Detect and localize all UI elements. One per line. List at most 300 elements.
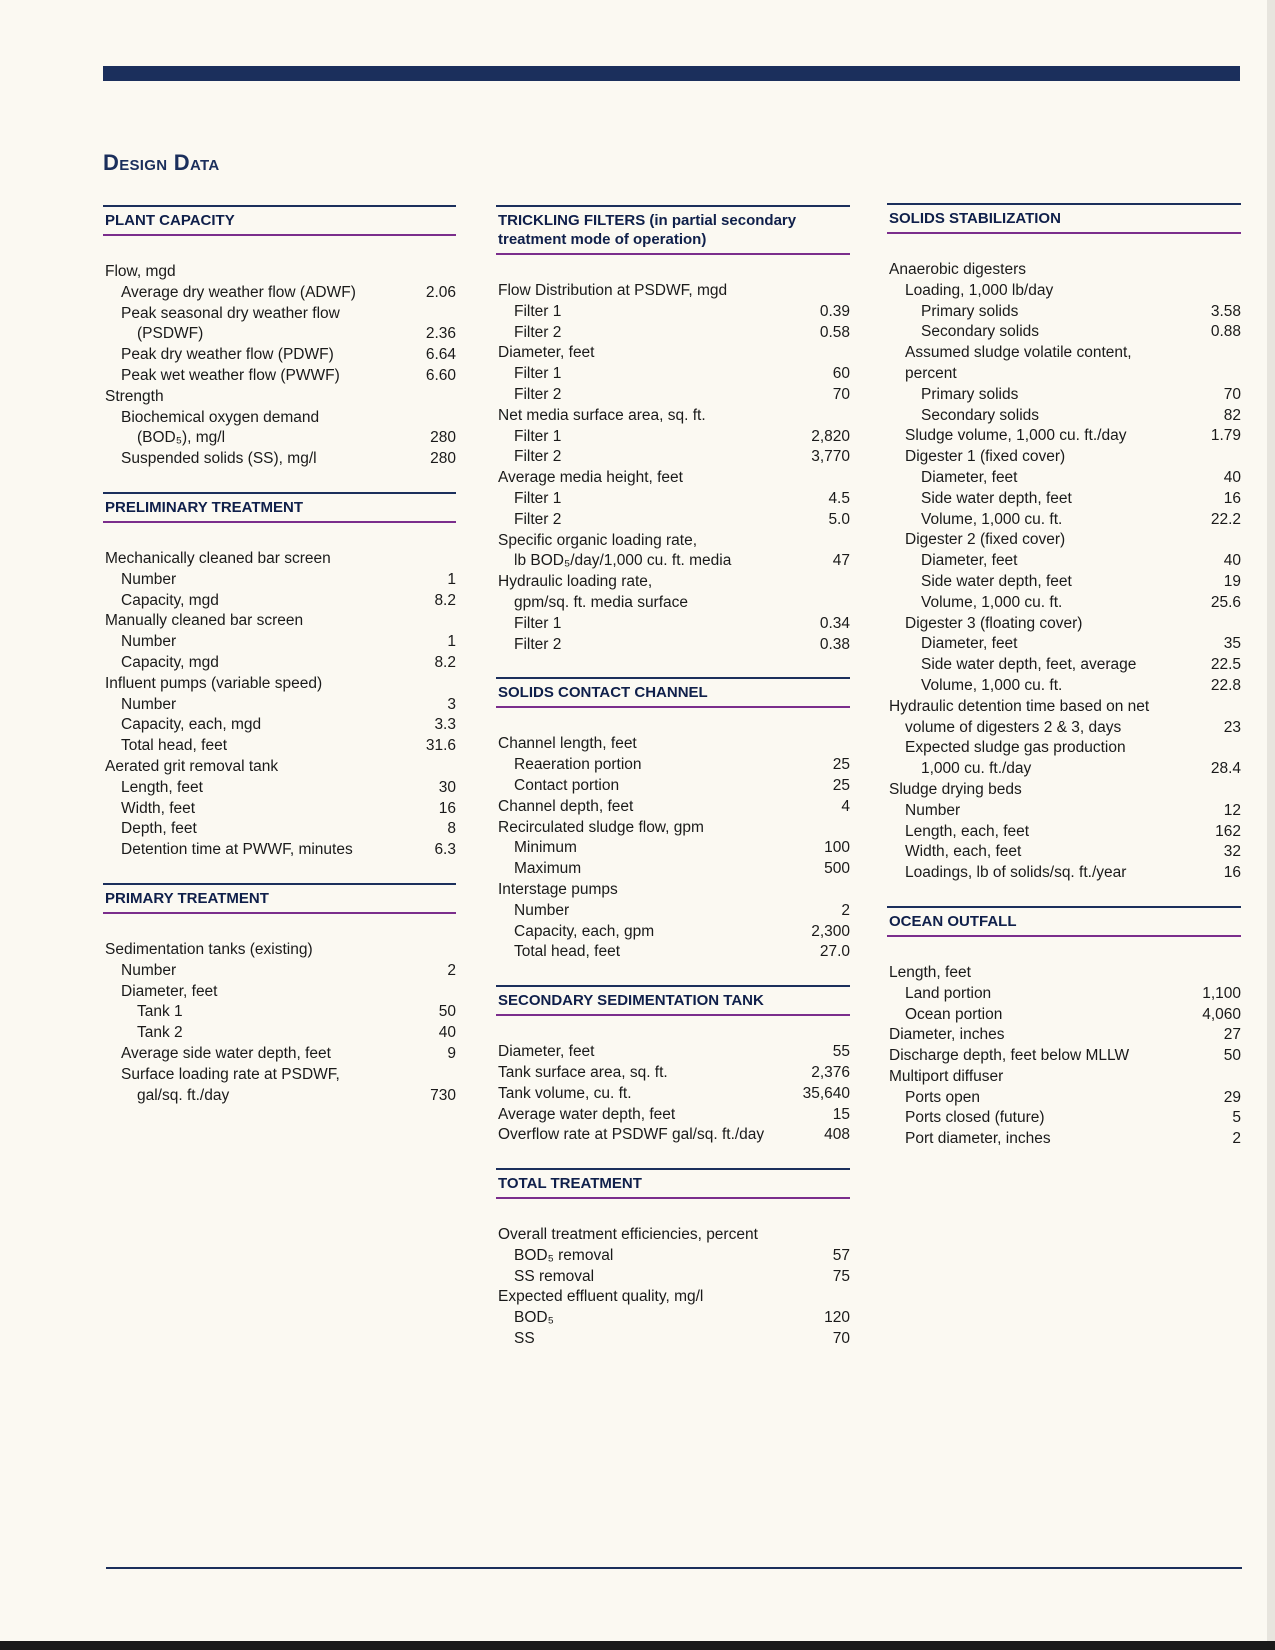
table-row [496,385,850,406]
table-row [887,406,1241,427]
row-label: Anaerobic digesters [889,261,1026,278]
row-label: Hydraulic detention time based on net [889,697,1150,715]
row-value: 25 [832,776,850,794]
row-value: 280 [430,429,456,447]
row-value: 70 [832,385,850,403]
row-value: 1.79 [1210,427,1241,445]
row-label: Number [514,901,570,919]
table-row [103,262,456,283]
row-label: Digester 3 (floating cover) [905,614,1083,632]
table-row [496,427,850,448]
row-value: 3,770 [811,448,850,466]
table-row [496,406,850,427]
table-row [887,676,1241,697]
row-label: volume of digesters 2 & 3, days [905,718,1122,736]
table-row [496,838,850,859]
row-label: Land portion [905,984,992,1002]
row-label: Multiport diffuser [889,1067,1004,1085]
row-label: Number [905,801,961,819]
page-title: Design Data [103,150,220,175]
table-row [103,449,456,470]
row-label: Reaeration portion [514,756,642,774]
row-value: 4,060 [1202,1005,1241,1023]
table-row [887,1046,1241,1067]
row-label: Tank volume, cu. ft. [498,1084,632,1102]
row-label: SS [514,1330,535,1348]
row-label: Sedimentation tanks (existing) [105,940,313,958]
row-label: Manually cleaned bar screen [105,612,304,630]
row-value: 100 [824,839,850,857]
table-row [103,819,456,840]
row-value: 75 [832,1267,850,1285]
row-label: Average dry weather flow (ADWF) [121,283,356,301]
table-row [103,591,456,612]
section-preliminary-treatment [103,492,456,861]
page-edge-bottom [0,1641,1275,1650]
row-label: Biochemical oxygen demand [121,408,320,426]
table-row [496,1308,850,1329]
row-label: Depth, feet [121,820,197,838]
row-value: 3.58 [1210,302,1241,320]
table-row [887,1108,1241,1129]
row-label: Filter 2 [514,448,562,466]
row-value: 9 [447,1044,456,1062]
table-row [887,1067,1241,1088]
row-label: lb BOD₅/day/1,000 cu. ft. media [514,552,732,570]
row-value: 2.36 [425,325,456,343]
section-title-line2: treatment mode of operation) [498,231,707,248]
row-label: Recirculated sludge flow, gpm [498,818,704,836]
table-row [887,1129,1241,1150]
row-label: Peak wet weather flow (PWWF) [121,366,340,384]
row-label: Width, each, feet [905,843,1022,861]
section-title: SECONDARY SEDIMENTATION TANK [496,985,850,1016]
table-row [496,880,850,901]
section-plant-capacity [103,205,456,470]
table-row [103,653,456,674]
section-rows [887,963,1241,1150]
row-label: Average water depth, feet [498,1105,676,1123]
section-primary-treatment [103,883,456,1106]
row-value: 2,376 [811,1063,850,1081]
row-label: Tank surface area, sq. ft. [498,1063,668,1081]
table-row [496,281,850,302]
row-value: 28.4 [1210,760,1241,778]
row-value: 15 [832,1105,850,1123]
section-rows [103,940,456,1106]
row-label: 1,000 cu. ft./day [921,760,1032,778]
table-row [496,1063,850,1084]
row-value: 57 [832,1246,850,1264]
section-title: PRIMARY TREATMENT [103,883,456,914]
row-value: 2.06 [425,283,456,301]
row-label: Flow Distribution at PSDWF, mgd [498,282,728,299]
row-label: Capacity, each, mgd [121,716,262,734]
row-label: (PSDWF) [137,325,204,343]
row-label: Channel length, feet [498,735,637,753]
table-row [887,822,1241,843]
section-title [496,205,850,255]
row-value: 1 [447,633,456,651]
table-row [887,447,1241,468]
table-row [103,611,456,632]
row-label: Number [121,961,177,979]
row-label: Tank 1 [137,1003,183,1021]
row-label: Net media surface area, sq. ft. [498,406,706,424]
table-row [496,510,850,531]
section-secondary-sedimentation [496,985,850,1146]
row-label: Filter 1 [514,365,562,383]
row-value: 27.0 [819,943,850,961]
section-rows [887,260,1241,884]
table-row [103,982,456,1003]
row-value: 2 [447,961,456,979]
table-row [496,323,850,344]
section-rows [496,281,850,655]
table-row [496,1105,850,1126]
row-label: Diameter, feet [921,635,1018,653]
row-value: 0.34 [819,614,850,632]
row-label: Ocean portion [905,1005,1003,1023]
row-label: Tank 2 [137,1024,183,1042]
row-label: Peak seasonal dry weather flow [121,304,340,322]
section-title: OCEAN OUTFALL [887,906,1241,937]
table-row [103,428,456,449]
section-title: TOTAL TREATMENT [496,1168,850,1199]
table-row [887,426,1241,447]
row-label: Primary solids [921,302,1019,320]
row-label: Port diameter, inches [905,1130,1051,1148]
table-row [103,736,456,757]
row-label: Mechanically cleaned bar screen [105,549,331,567]
table-row [103,799,456,820]
table-row [103,778,456,799]
table-row [887,863,1241,884]
row-value: 50 [1223,1047,1241,1065]
table-row [496,734,850,755]
row-value: 162 [1215,822,1241,840]
table-row [496,942,850,963]
row-value: 730 [430,1086,456,1104]
section-title: SOLIDS STABILIZATION [887,203,1241,234]
row-label: Diameter, feet [498,344,595,362]
row-value: 16 [438,799,456,817]
row-value: 3.3 [434,716,456,734]
row-label: Diameter, feet [921,468,1018,486]
row-label: Diameter, feet [498,1043,595,1061]
row-value: 8.2 [434,653,456,671]
row-value: 22.5 [1210,656,1241,674]
row-label: Specific organic loading rate, [498,531,698,549]
row-value: 35 [1223,635,1241,653]
row-value: 16 [1223,864,1241,882]
table-row [103,632,456,653]
table-row [887,655,1241,676]
row-label: gpm/sq. ft. media surface [514,593,689,611]
row-label: Assumed sludge volatile content, percent [905,344,1132,382]
row-value: 70 [1223,385,1241,403]
table-row [496,818,850,839]
row-value: 22.2 [1210,510,1241,528]
row-value: 4.5 [828,489,850,507]
row-value: 5 [1232,1109,1241,1127]
table-row [887,634,1241,655]
row-value: 408 [824,1126,850,1144]
table-row [496,1246,850,1267]
table-row [887,614,1241,635]
row-label: Expected effluent quality, mg/l [498,1288,704,1306]
row-label: Secondary solids [921,406,1040,424]
row-label: Filter 1 [514,489,562,507]
row-label: Filter 1 [514,302,562,320]
table-row [887,1025,1241,1046]
section-ocean-outfall [887,906,1241,1150]
section-rows [496,1042,850,1146]
table-row [103,366,456,387]
row-label: Side water depth, feet [921,572,1072,590]
table-row [103,345,456,366]
row-label: Loading, 1,000 lb/day [905,281,1054,299]
table-row [496,1125,850,1146]
table-row [887,984,1241,1005]
row-label: Diameter, feet [921,552,1018,570]
row-value: 280 [430,450,456,468]
row-label: Sludge volume, 1,000 cu. ft./day [905,427,1127,445]
row-label: Digester 1 (fixed cover) [905,448,1066,466]
row-label: Secondary solids [921,323,1040,341]
table-row [103,408,456,429]
footer-rule [106,1567,1242,1569]
row-value: 1,100 [1202,984,1241,1002]
row-label: Total head, feet [121,737,227,755]
table-row [496,1042,850,1063]
table-row [103,961,456,982]
table-row [887,385,1241,406]
row-value: 6.64 [425,346,456,364]
row-value: 60 [832,365,850,383]
row-label: Total head, feet [514,943,620,961]
row-value: 1 [447,570,456,588]
table-row [496,1225,850,1246]
row-value: 0.88 [1210,323,1241,341]
row-label: Length, feet [889,963,971,981]
row-label: Filter 2 [514,635,562,653]
row-value: 2,300 [811,922,850,940]
row-label: Number [121,695,177,713]
row-value: 55 [832,1043,850,1061]
section-rows [496,734,850,963]
section-title-line1: TRICKLING FILTERS (in partial secondary [498,212,797,229]
row-value: 47 [832,552,850,570]
table-row [103,304,456,325]
row-label: Filter 2 [514,510,562,528]
row-label: Suspended solids (SS), mg/l [121,450,317,468]
table-row [887,738,1241,759]
table-row [103,1065,456,1086]
row-label: Expected sludge gas production [905,739,1126,757]
row-value: 12 [1223,801,1241,819]
row-value: 32 [1223,843,1241,861]
row-value: 27 [1223,1026,1241,1044]
column-right [887,203,1241,1172]
section-title: PLANT CAPACITY [103,205,456,236]
row-label: BOD₅ [514,1309,554,1327]
row-label: BOD₅ removal [514,1246,614,1264]
row-value: 500 [824,860,850,878]
table-row [887,260,1241,281]
row-value: 23 [1223,718,1241,736]
row-label: Overflow rate at PSDWF gal/sq. ft./day [498,1126,765,1144]
row-value: 50 [438,1003,456,1021]
table-row [103,940,456,961]
row-label: Average side water depth, feet [121,1044,331,1062]
row-label: Detention time at PWWF, minutes [121,841,353,859]
table-row [103,840,456,861]
table-row [496,1287,850,1308]
row-label: Surface loading rate at PSDWF, [121,1065,340,1083]
table-row [887,510,1241,531]
row-label: Capacity, mgd [121,653,219,671]
row-value: 25 [832,756,850,774]
table-row [103,570,456,591]
row-label: Strength [105,387,164,405]
row-value: 30 [438,778,456,796]
row-label: Overall treatment efficiencies, percent [498,1226,758,1244]
row-label: Number [121,570,177,588]
row-label: Filter 1 [514,614,562,632]
table-row [103,387,456,408]
row-label: Diameter, feet [121,982,218,1000]
row-label: Hydraulic loading rate, [498,573,653,591]
row-label: Filter 2 [514,323,562,341]
row-value: 40 [438,1024,456,1042]
row-label: gal/sq. ft./day [137,1086,230,1104]
table-row [496,468,850,489]
row-label: Flow, mgd [105,263,176,280]
row-value: 16 [1223,489,1241,507]
table-row [887,343,1241,385]
table-row [496,755,850,776]
row-label: Influent pumps (variable speed) [105,674,323,692]
table-row [103,549,456,570]
table-row [887,697,1241,718]
row-label: Filter 1 [514,427,562,445]
row-label: Volume, 1,000 cu. ft. [921,593,1063,611]
row-value: 0.58 [819,323,850,341]
row-label: Capacity, mgd [121,591,219,609]
table-row [496,489,850,510]
table-row [496,635,850,656]
table-row [496,593,850,614]
table-row [887,593,1241,614]
section-title: SOLIDS CONTACT CHANNEL [496,677,850,708]
row-label: Contact portion [514,776,620,794]
row-label: Filter 2 [514,385,562,403]
table-row [496,797,850,818]
table-row [887,759,1241,780]
row-value: 35,640 [802,1084,850,1102]
row-value: 40 [1223,468,1241,486]
table-row [887,780,1241,801]
table-row [103,695,456,716]
row-label: Volume, 1,000 cu. ft. [921,510,1063,528]
table-row [103,283,456,304]
table-row [496,343,850,364]
row-label: Channel depth, feet [498,797,634,815]
table-row [103,674,456,695]
row-label: Ports open [905,1088,980,1106]
table-row [496,901,850,922]
row-label: Side water depth, feet, average [921,656,1137,674]
row-label: Diameter, inches [889,1026,1005,1044]
row-value: 2 [841,901,850,919]
row-label: Digester 2 (fixed cover) [905,531,1066,549]
table-row [887,530,1241,551]
section-solids-stabilization [887,203,1241,884]
section-title: PRELIMINARY TREATMENT [103,492,456,523]
row-label: Average media height, feet [498,469,683,487]
section-total-treatment [496,1168,850,1350]
row-value: 40 [1223,552,1241,570]
table-row [887,1005,1241,1026]
table-row [496,447,850,468]
row-label: Maximum [514,860,582,878]
table-row [496,531,850,552]
table-row [496,922,850,943]
table-row [887,489,1241,510]
table-row [887,1088,1241,1109]
table-row [103,1044,456,1065]
column-left [103,205,456,1128]
section-rows [103,262,456,470]
table-row [887,801,1241,822]
row-label: Volume, 1,000 cu. ft. [921,676,1063,694]
table-row [496,1329,850,1350]
table-row [103,1023,456,1044]
row-value: 22.8 [1210,676,1241,694]
table-row [496,302,850,323]
row-label: Capacity, each, gpm [514,922,655,940]
row-label: Length, feet [121,778,203,796]
table-row [103,1002,456,1023]
row-value: 25.6 [1210,593,1241,611]
table-row [887,551,1241,572]
table-row [103,1086,456,1107]
table-row [103,715,456,736]
row-label: Primary solids [921,385,1019,403]
section-rows [103,549,456,861]
row-value: 2 [1232,1130,1241,1148]
row-value: 2,820 [811,427,850,445]
table-row [887,963,1241,984]
table-row [103,757,456,778]
row-value: 4 [841,797,850,815]
row-label: Discharge depth, feet below MLLW [889,1047,1130,1065]
table-row [103,324,456,345]
row-value: 8 [447,820,456,838]
table-row [496,1084,850,1105]
row-label: SS removal [514,1267,595,1285]
row-label: Minimum [514,839,577,857]
table-row [887,718,1241,739]
row-value: 82 [1223,406,1241,424]
table-row [496,572,850,593]
row-value: 70 [832,1330,850,1348]
row-value: 8.2 [434,591,456,609]
row-value: 6.3 [434,841,456,859]
row-value: 0.38 [819,635,850,653]
column-middle [496,205,850,1372]
